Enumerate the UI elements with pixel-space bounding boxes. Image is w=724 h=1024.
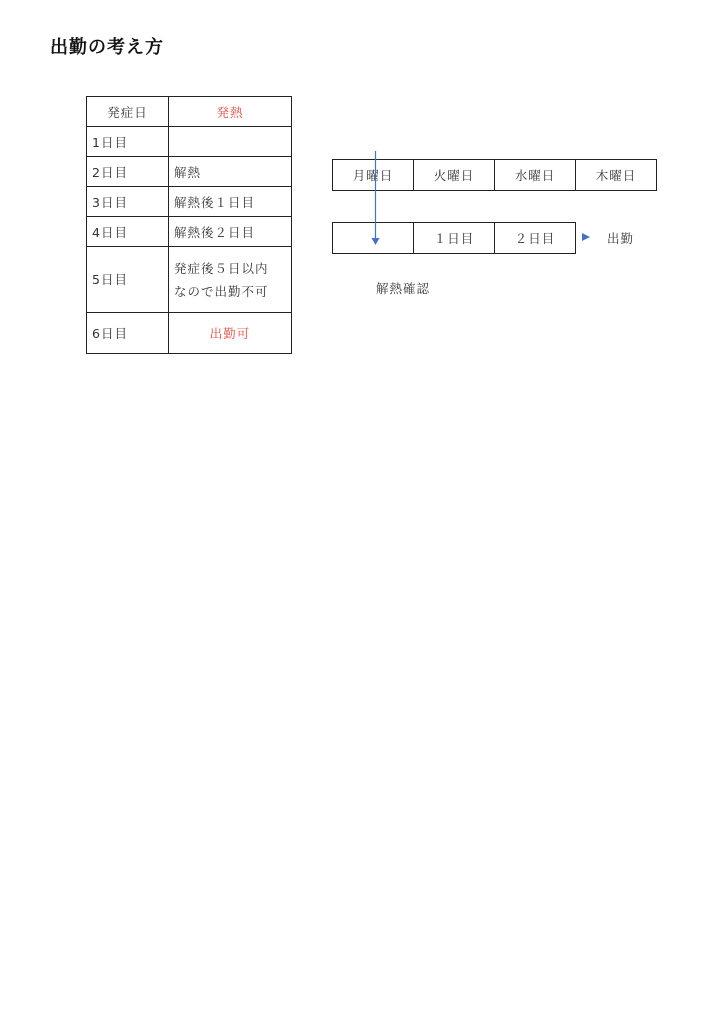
day-count-cell: １日目 xyxy=(414,223,495,254)
page-title: 出勤の考え方 xyxy=(50,37,164,58)
header-onset-day: 発症日 xyxy=(87,97,169,127)
row-status-line2: なので出勤不可 xyxy=(174,283,269,299)
work-label: 出勤 xyxy=(607,231,635,246)
row-day: 4日目 xyxy=(87,217,169,247)
weekday-cell: 水曜日 xyxy=(495,160,576,191)
row-status: 解熱 xyxy=(169,157,292,187)
row-day: 6日目 xyxy=(87,313,169,354)
down-arrow-icon xyxy=(372,238,380,245)
weekday-cell: 火曜日 xyxy=(414,160,495,191)
weekday-cell: 月曜日 xyxy=(333,160,414,191)
header-fever: 発熱 xyxy=(169,97,292,127)
weekday-cell: 木曜日 xyxy=(576,160,657,191)
row-day: 3日目 xyxy=(87,187,169,217)
row-status: 解熱後２日目 xyxy=(169,217,292,247)
fever-confirm-label: 解熱確認 xyxy=(376,281,431,296)
day-count-cell: ２日目 xyxy=(495,223,576,254)
row-status-can-work: 出勤可 xyxy=(169,313,292,354)
row-day: 2日目 xyxy=(87,157,169,187)
row-day: 1日目 xyxy=(87,127,169,157)
row-status-line1: 発症後５日以内 xyxy=(174,260,269,276)
right-arrow-icon xyxy=(582,233,590,241)
row-status: 解熱後１日目 xyxy=(169,187,292,217)
row-day: 5日目 xyxy=(87,247,169,313)
